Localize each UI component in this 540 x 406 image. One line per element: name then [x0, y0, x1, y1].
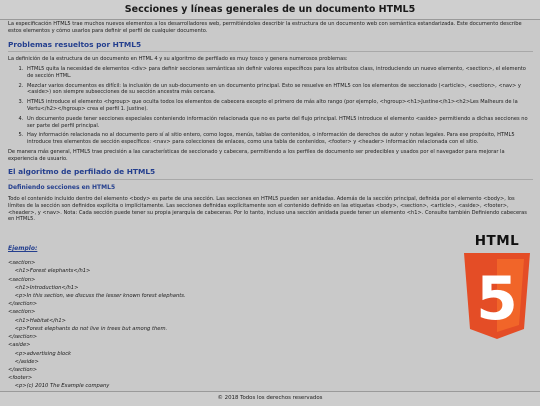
algorithm-paragraph: Todo el contenido incluido dentro del elemento <body> es parte de una sección. Las secciones en HTML5 pueden ser anidadas. Además de la sección principal, definida por el elemento <body>, los límites de la sección son definidos explícita o implícitamente. Las secciones definidas explícitamente son el contenido definido en las etiquetas <body>, <section>, <article>, <aside>, <footer>, <header>, y <nav>. Nota: Cada sección puede tener su propia jerarquía de cabeceras. Por lo tanto, incluso una sección anidada puede tener un elemento <h1>. Consulte también Definiendo cabeceras en HTML5. [8, 196, 527, 223]
code-line: <section> [8, 276, 36, 283]
problems-list [8, 66, 533, 146]
list-item: 5. Hay información relacionada no al documento pero sí al sitio entero, como logos, menús, tablas de contenidos, o información de derechos de autor y notas legales. Para ese propósito, HTML5 introduce tres elementos de sección específicos: <nav> para colecciones de enlaces, como una tabla de contenidos, <footer> y <header> información relacionada con el sitio. [25, 132, 533, 146]
footer: © 2018 Todos los derechos reservados [0, 391, 540, 406]
algorithm-heading: El algoritmo de perfilado de HTML5 [8, 167, 533, 180]
page-title: Secciones y líneas generales de un documento HTML5 [0, 0, 540, 20]
code-line: <section> [8, 309, 36, 316]
code-line: </section> [8, 367, 38, 374]
example-label: Ejemplo: [8, 245, 38, 253]
list-item: 1. HTML5 quita la necesidad de elementos <div> para definir secciones semánticas sin definir valores específicos para los atributos class, introduciendo un nuevo elemento, <section>, el elemento de sección HTML. [25, 66, 533, 80]
code-line: <p>advertising block [8, 350, 72, 357]
problems-heading: Problemas resueltos por HTML5 [8, 40, 533, 53]
html5-digit: 5 [476, 264, 518, 335]
html5-logo [458, 233, 536, 346]
code-line: </section> [8, 334, 38, 341]
list-item: 3. HTML5 introduce el elemento <hgroup> que oculta todos los elementos de cabecera excepto el primero de más alto rango (por ejemplo, <hgroup><h1>Justine</h1><h2>Les Malheurs de la Vertu</h2></hgroup> crea el perfil 1. Justine). [25, 99, 533, 113]
code-block [8, 259, 533, 399]
code-line: </section> [8, 301, 38, 308]
html5-logo-text: HTML [474, 233, 520, 250]
code-line: <section> [8, 260, 36, 267]
code-line: </aside> [8, 358, 39, 365]
code-line: <h1>Introduction</h1> [8, 284, 79, 291]
code-line: <p>In this section, we discuss the lesser known forest elephants. [8, 293, 186, 300]
example-block [8, 233, 533, 390]
code-line: <h1>Habitat</h1> [8, 317, 66, 324]
code-line: <p>Forest elephants do not live in trees but among them. [8, 325, 168, 332]
problems-closing: De manera más general, HTML5 trae precisión a las características de seccionado y cabecera, permitiendo a los perfiles de documento ser predecibles y usados por el navegador para mejorar la experiencia de usuario. [8, 148, 505, 162]
main-content [0, 20, 540, 388]
list-item: 2. Mezclar varios documentos es difícil: la inclusión de un sub-documento en un documento principal. Esto se resuelve en HTML5 con los elementos de seccionado (<article>, <section>, <nav> y <aside>) son siempre subsecciones de su sección ancestra más cercana. [25, 83, 533, 97]
problems-lead: La definición de la estructura de un documento en HTML 4 y su algoritmo de perfilado es muy tosco y genera numerosos problemas: [8, 56, 348, 63]
code-line: <h1>Forest elephants</h1> [8, 268, 91, 275]
list-item: 4. Un documento puede tener secciones especiales conteniendo información relacionada que no es parte del flujo principal. HTML5 introduce el elemento <aside> permitiendo a dichas secciones no ser parte del perfil principal. [25, 116, 533, 130]
code-line: <aside> [8, 342, 31, 349]
code-line: <footer> [8, 375, 33, 382]
html5-shield-icon [458, 251, 536, 343]
sections-subheading: Definiendo secciones en HTML5 [8, 184, 116, 192]
code-line: <p>(c) 2010 The Example company [8, 383, 110, 390]
intro-paragraph: La especificación HTML5 trae muchos nuevos elementos a los desarrolladores web, permitiéndoles describir la estructura de un documento web con semántica estandarizada. Este documento describe estos elementos y cómo usarlos para definir el perfil de cualquier documento. [8, 21, 522, 34]
